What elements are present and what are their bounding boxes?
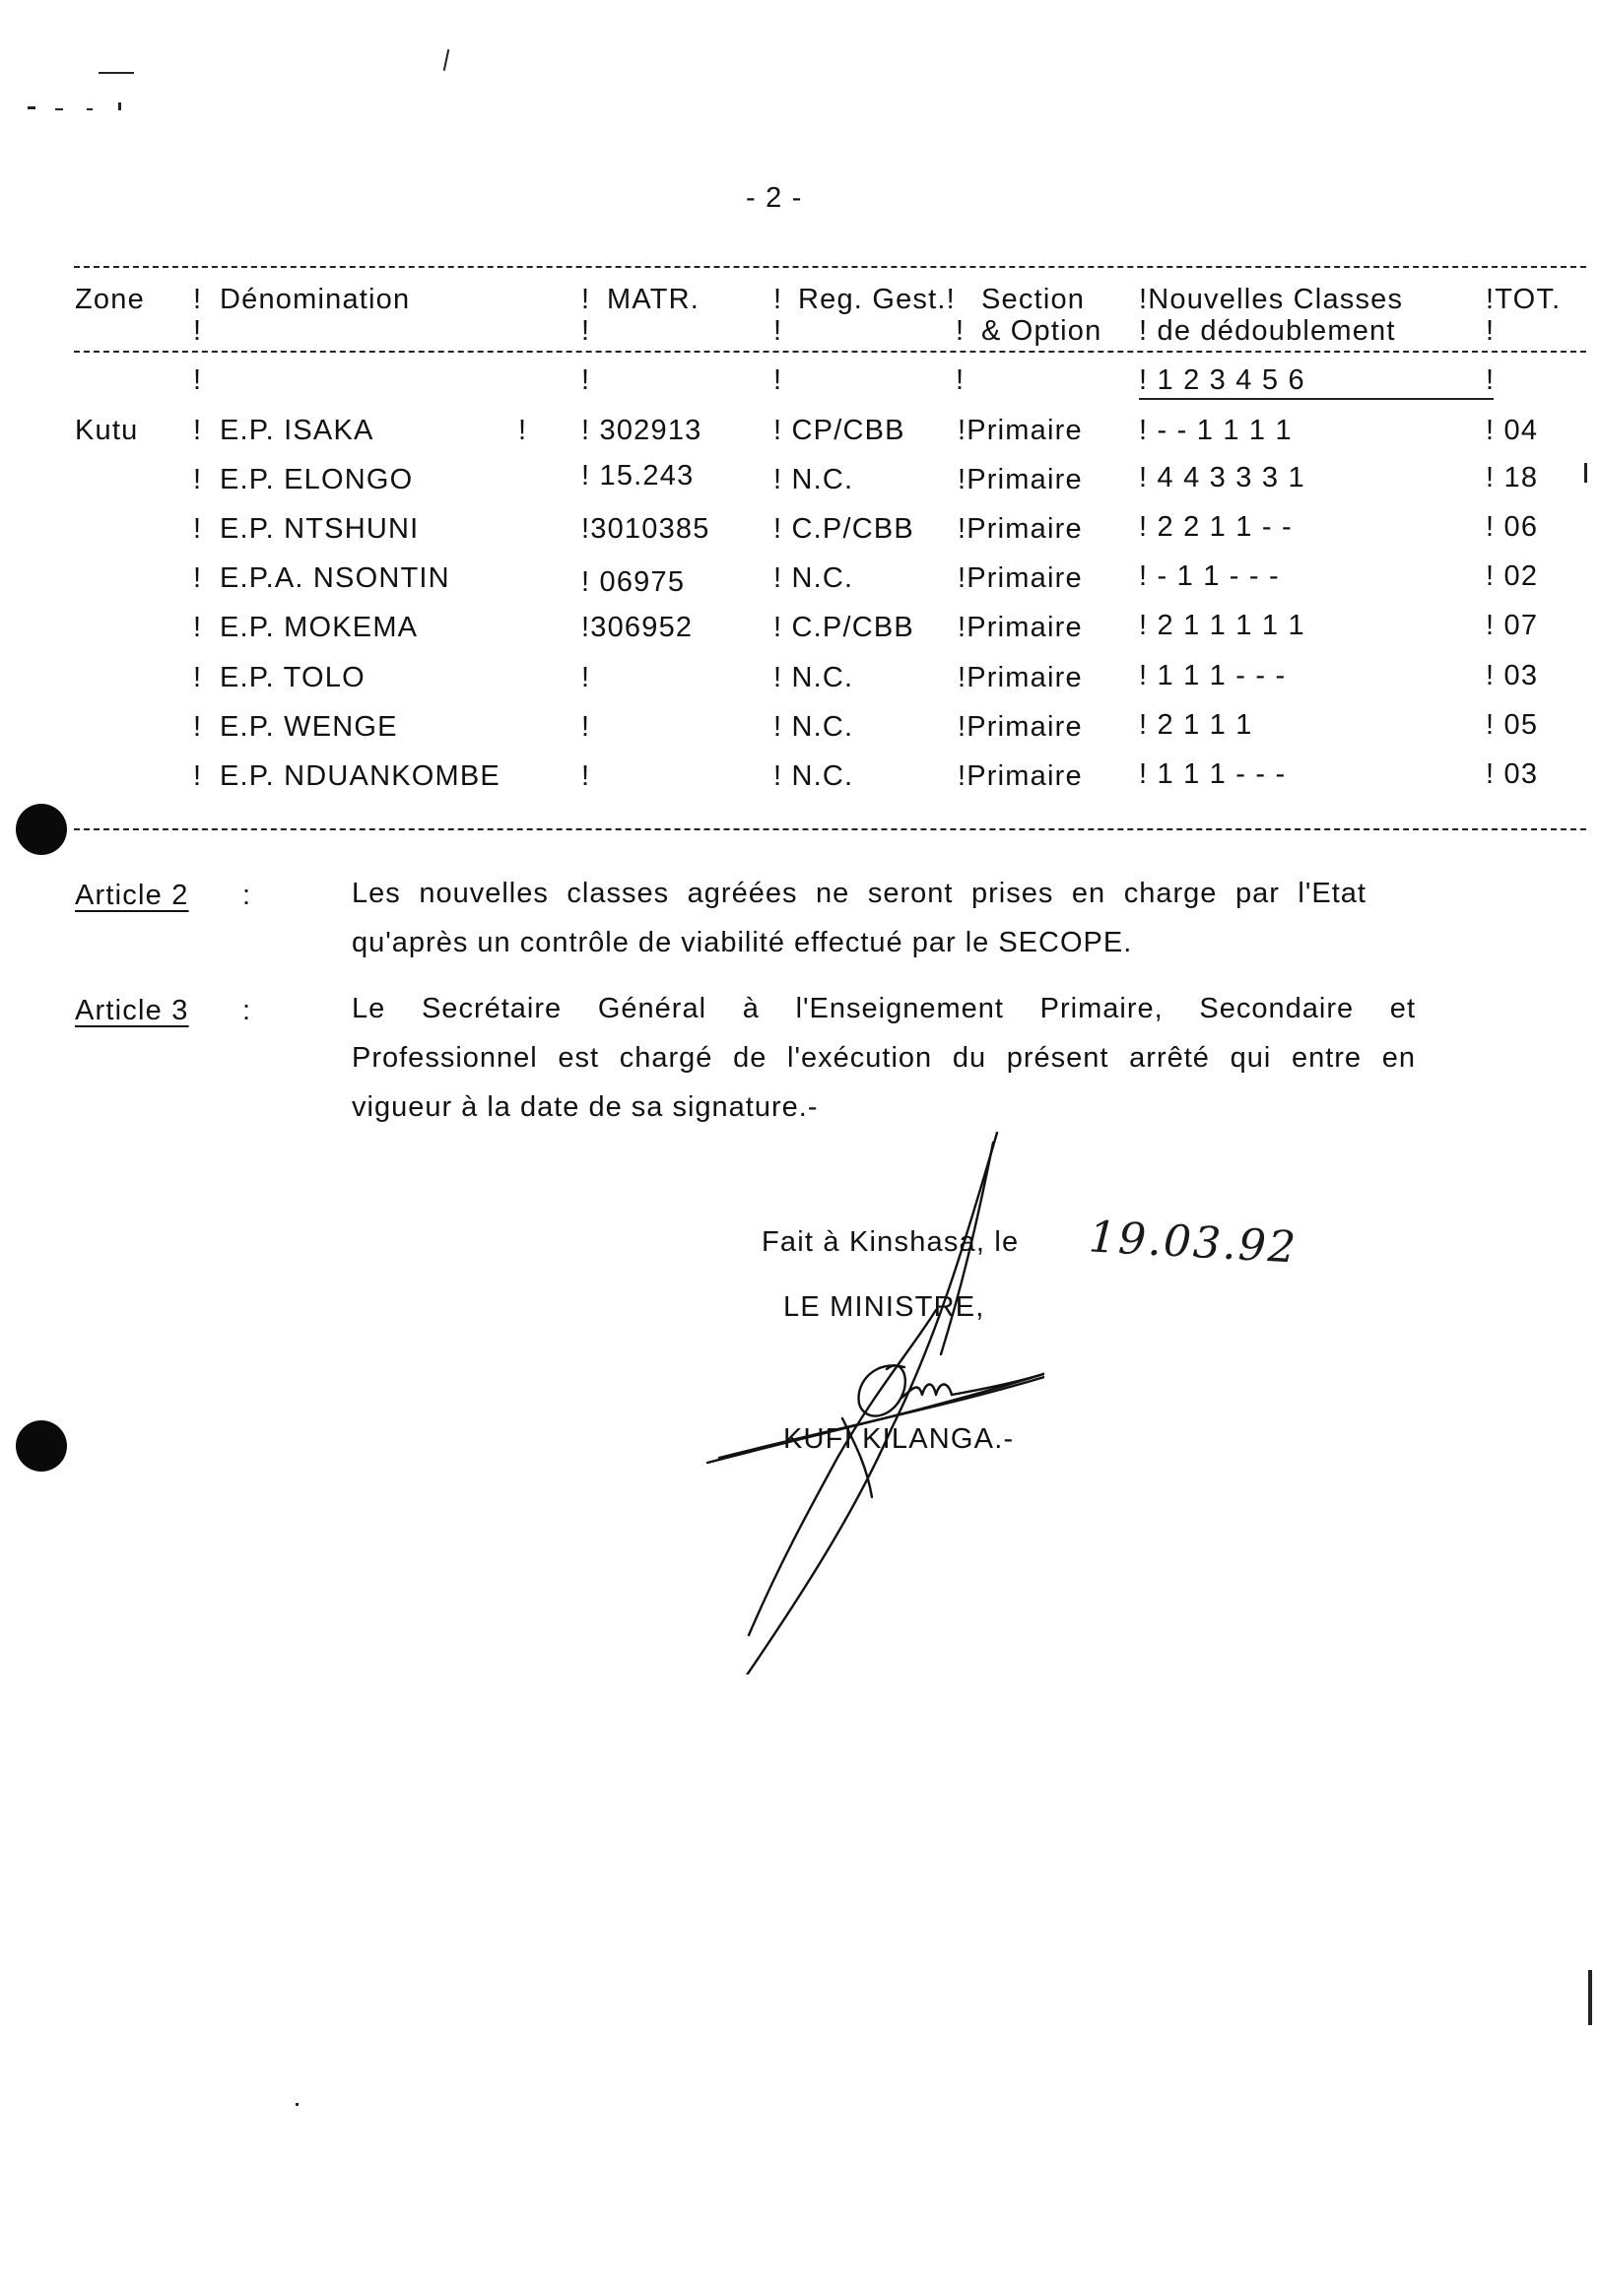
subheader-separator: ! — [193, 364, 203, 396]
cell-matr: !3010385 — [581, 513, 710, 545]
signature-name: KUFI KILANGA.- — [783, 1423, 1015, 1455]
cell-section: !Primaire — [958, 760, 1083, 792]
cell-separator: ! — [193, 662, 203, 693]
cell-denomination: E.P. ELONGO — [220, 464, 414, 495]
cell-extra-separator: ! — [518, 415, 528, 446]
subheader-separator: ! — [773, 364, 783, 396]
scan-speck — [55, 108, 63, 110]
cell-zone: Kutu — [75, 415, 139, 446]
article-text — [352, 984, 1416, 1132]
cell-denomination: E.P. WENGE — [220, 711, 398, 743]
cell-classes: ! 2 2 1 1 - - — [1139, 511, 1293, 543]
cell-denomination: E.P. NDUANKOMBE — [220, 760, 500, 792]
header-reg-gest: Reg. Gest.! — [798, 284, 956, 315]
article-line: Professionnel est chargé de l'exécution du présent arrêté qui entre en — [352, 1042, 1416, 1074]
scan-speck — [28, 106, 35, 109]
cell-section: !Primaire — [958, 415, 1083, 446]
cell-denomination: E.P. ISAKA — [220, 415, 374, 446]
header-separator: ! — [581, 315, 591, 347]
cell-total: ! 02 — [1486, 560, 1539, 592]
subheader-separator: ! — [956, 364, 966, 396]
cell-section: !Primaire — [958, 662, 1083, 693]
cell-section: !Primaire — [958, 562, 1083, 594]
cell-total: ! 04 — [1486, 415, 1539, 446]
header-separator: ! — [956, 315, 966, 347]
table-header-rule — [74, 351, 1586, 353]
header-nouvelles-classes: !Nouvelles Classes — [1139, 284, 1404, 315]
signature-date: 19.03.92 — [1087, 1212, 1300, 1274]
cell-reg-gest: ! N.C. — [773, 711, 854, 743]
table-top-rule — [74, 266, 1586, 268]
cell-separator: ! — [193, 562, 203, 594]
header-tot: !TOT. — [1486, 284, 1562, 315]
header-denomination: Dénomination — [220, 284, 411, 315]
header-separator: ! — [773, 284, 783, 315]
cell-total: ! 18 — [1486, 462, 1539, 493]
header-separator: ! — [773, 315, 783, 347]
cell-separator: ! — [193, 612, 203, 643]
punch-hole-bottom — [16, 1420, 67, 1472]
article-colon: : — [242, 995, 252, 1026]
cell-denomination: E.P. MOKEMA — [220, 612, 419, 643]
subheader-separator: ! — [581, 364, 591, 396]
page-number: - 2 - — [746, 182, 803, 214]
header-matr: MATR. — [607, 284, 700, 315]
article-label: Article 3 — [75, 995, 189, 1026]
article-text — [352, 869, 1367, 967]
article-colon: : — [242, 880, 252, 911]
header-separator: ! — [193, 284, 203, 315]
cell-denomination: E.P.A. NSONTIN — [220, 562, 450, 594]
cell-classes: ! - 1 1 - - - — [1139, 560, 1280, 592]
cell-section: !Primaire — [958, 711, 1083, 743]
cell-matr: ! — [581, 662, 591, 693]
cell-separator: ! — [193, 415, 203, 446]
scan-speck — [296, 2103, 299, 2106]
cell-total: ! 05 — [1486, 709, 1539, 741]
cell-total: ! 03 — [1486, 660, 1539, 691]
cell-matr: ! 15.243 — [581, 460, 695, 492]
header-section: Section — [981, 284, 1086, 315]
article-line: Les nouvelles classes agréées ne seront prises en charge par l'Etat — [352, 878, 1367, 909]
cell-classes: ! 1 1 1 - - - — [1139, 758, 1287, 790]
scan-speck — [443, 49, 450, 71]
cell-classes: ! 2 1 1 1 — [1139, 709, 1253, 741]
header-option: & Option — [981, 315, 1102, 347]
header-separator: ! — [1486, 315, 1496, 347]
scan-speck — [118, 102, 121, 110]
cell-total: ! 03 — [1486, 758, 1539, 790]
cell-classes: ! 2 1 1 1 1 1 — [1139, 610, 1305, 641]
cell-matr: ! 06975 — [581, 566, 686, 598]
cell-reg-gest: ! C.P/CBB — [773, 612, 914, 643]
signature-title: LE MINISTRE, — [783, 1291, 985, 1323]
cell-separator: ! — [193, 711, 203, 743]
header-dedoublement: ! de dédoublement — [1139, 315, 1396, 347]
cell-section: !Primaire — [958, 612, 1083, 643]
article-line: Le Secrétaire Général à l'Enseignement Primaire, Secondaire et — [352, 993, 1416, 1024]
class-numbers-underline — [1139, 398, 1494, 400]
cell-reg-gest: ! N.C. — [773, 464, 854, 495]
cell-separator: ! — [193, 513, 203, 545]
subheader-class-numbers: ! 1 2 3 4 5 6 — [1139, 364, 1305, 396]
subheader-separator: ! — [1486, 364, 1496, 396]
cell-classes: ! 1 1 1 - - - — [1139, 660, 1287, 691]
header-zone: Zone — [75, 284, 145, 315]
cell-matr: ! — [581, 711, 591, 743]
scan-speck — [1588, 1970, 1592, 2025]
cell-separator: ! — [193, 464, 203, 495]
scan-speck — [87, 108, 93, 110]
header-separator: ! — [193, 315, 203, 347]
cell-matr: ! — [581, 760, 591, 792]
cell-reg-gest: ! C.P/CBB — [773, 513, 914, 545]
header-separator: ! — [581, 284, 591, 315]
cell-denomination: E.P. TOLO — [220, 662, 366, 693]
cell-matr: !306952 — [581, 612, 694, 643]
table-bottom-rule — [74, 828, 1586, 830]
cell-section: !Primaire — [958, 513, 1083, 545]
cell-total: ! 06 — [1486, 511, 1539, 543]
cell-classes: ! - - 1 1 1 1 — [1139, 415, 1293, 446]
cell-reg-gest: ! CP/CBB — [773, 415, 905, 446]
cell-section: !Primaire — [958, 464, 1083, 495]
article-label: Article 2 — [75, 880, 189, 911]
scan-speck — [1584, 463, 1587, 483]
signature-place: Fait à Kinshasa, le — [762, 1226, 1020, 1258]
scan-speck — [99, 72, 134, 74]
cell-denomination: E.P. NTSHUNI — [220, 513, 420, 545]
article-line: qu'après un contrôle de viabilité effectué par le SECOPE. — [352, 927, 1133, 958]
article-line: vigueur à la date de sa signature.- — [352, 1091, 819, 1123]
cell-reg-gest: ! N.C. — [773, 760, 854, 792]
cell-reg-gest: ! N.C. — [773, 662, 854, 693]
cell-separator: ! — [193, 760, 203, 792]
cell-classes: ! 4 4 3 3 3 1 — [1139, 462, 1305, 493]
handwritten-signature-icon — [690, 1123, 1044, 1674]
cell-reg-gest: ! N.C. — [773, 562, 854, 594]
cell-matr: ! 302913 — [581, 415, 702, 446]
cell-total: ! 07 — [1486, 610, 1539, 641]
punch-hole-top — [16, 804, 67, 855]
